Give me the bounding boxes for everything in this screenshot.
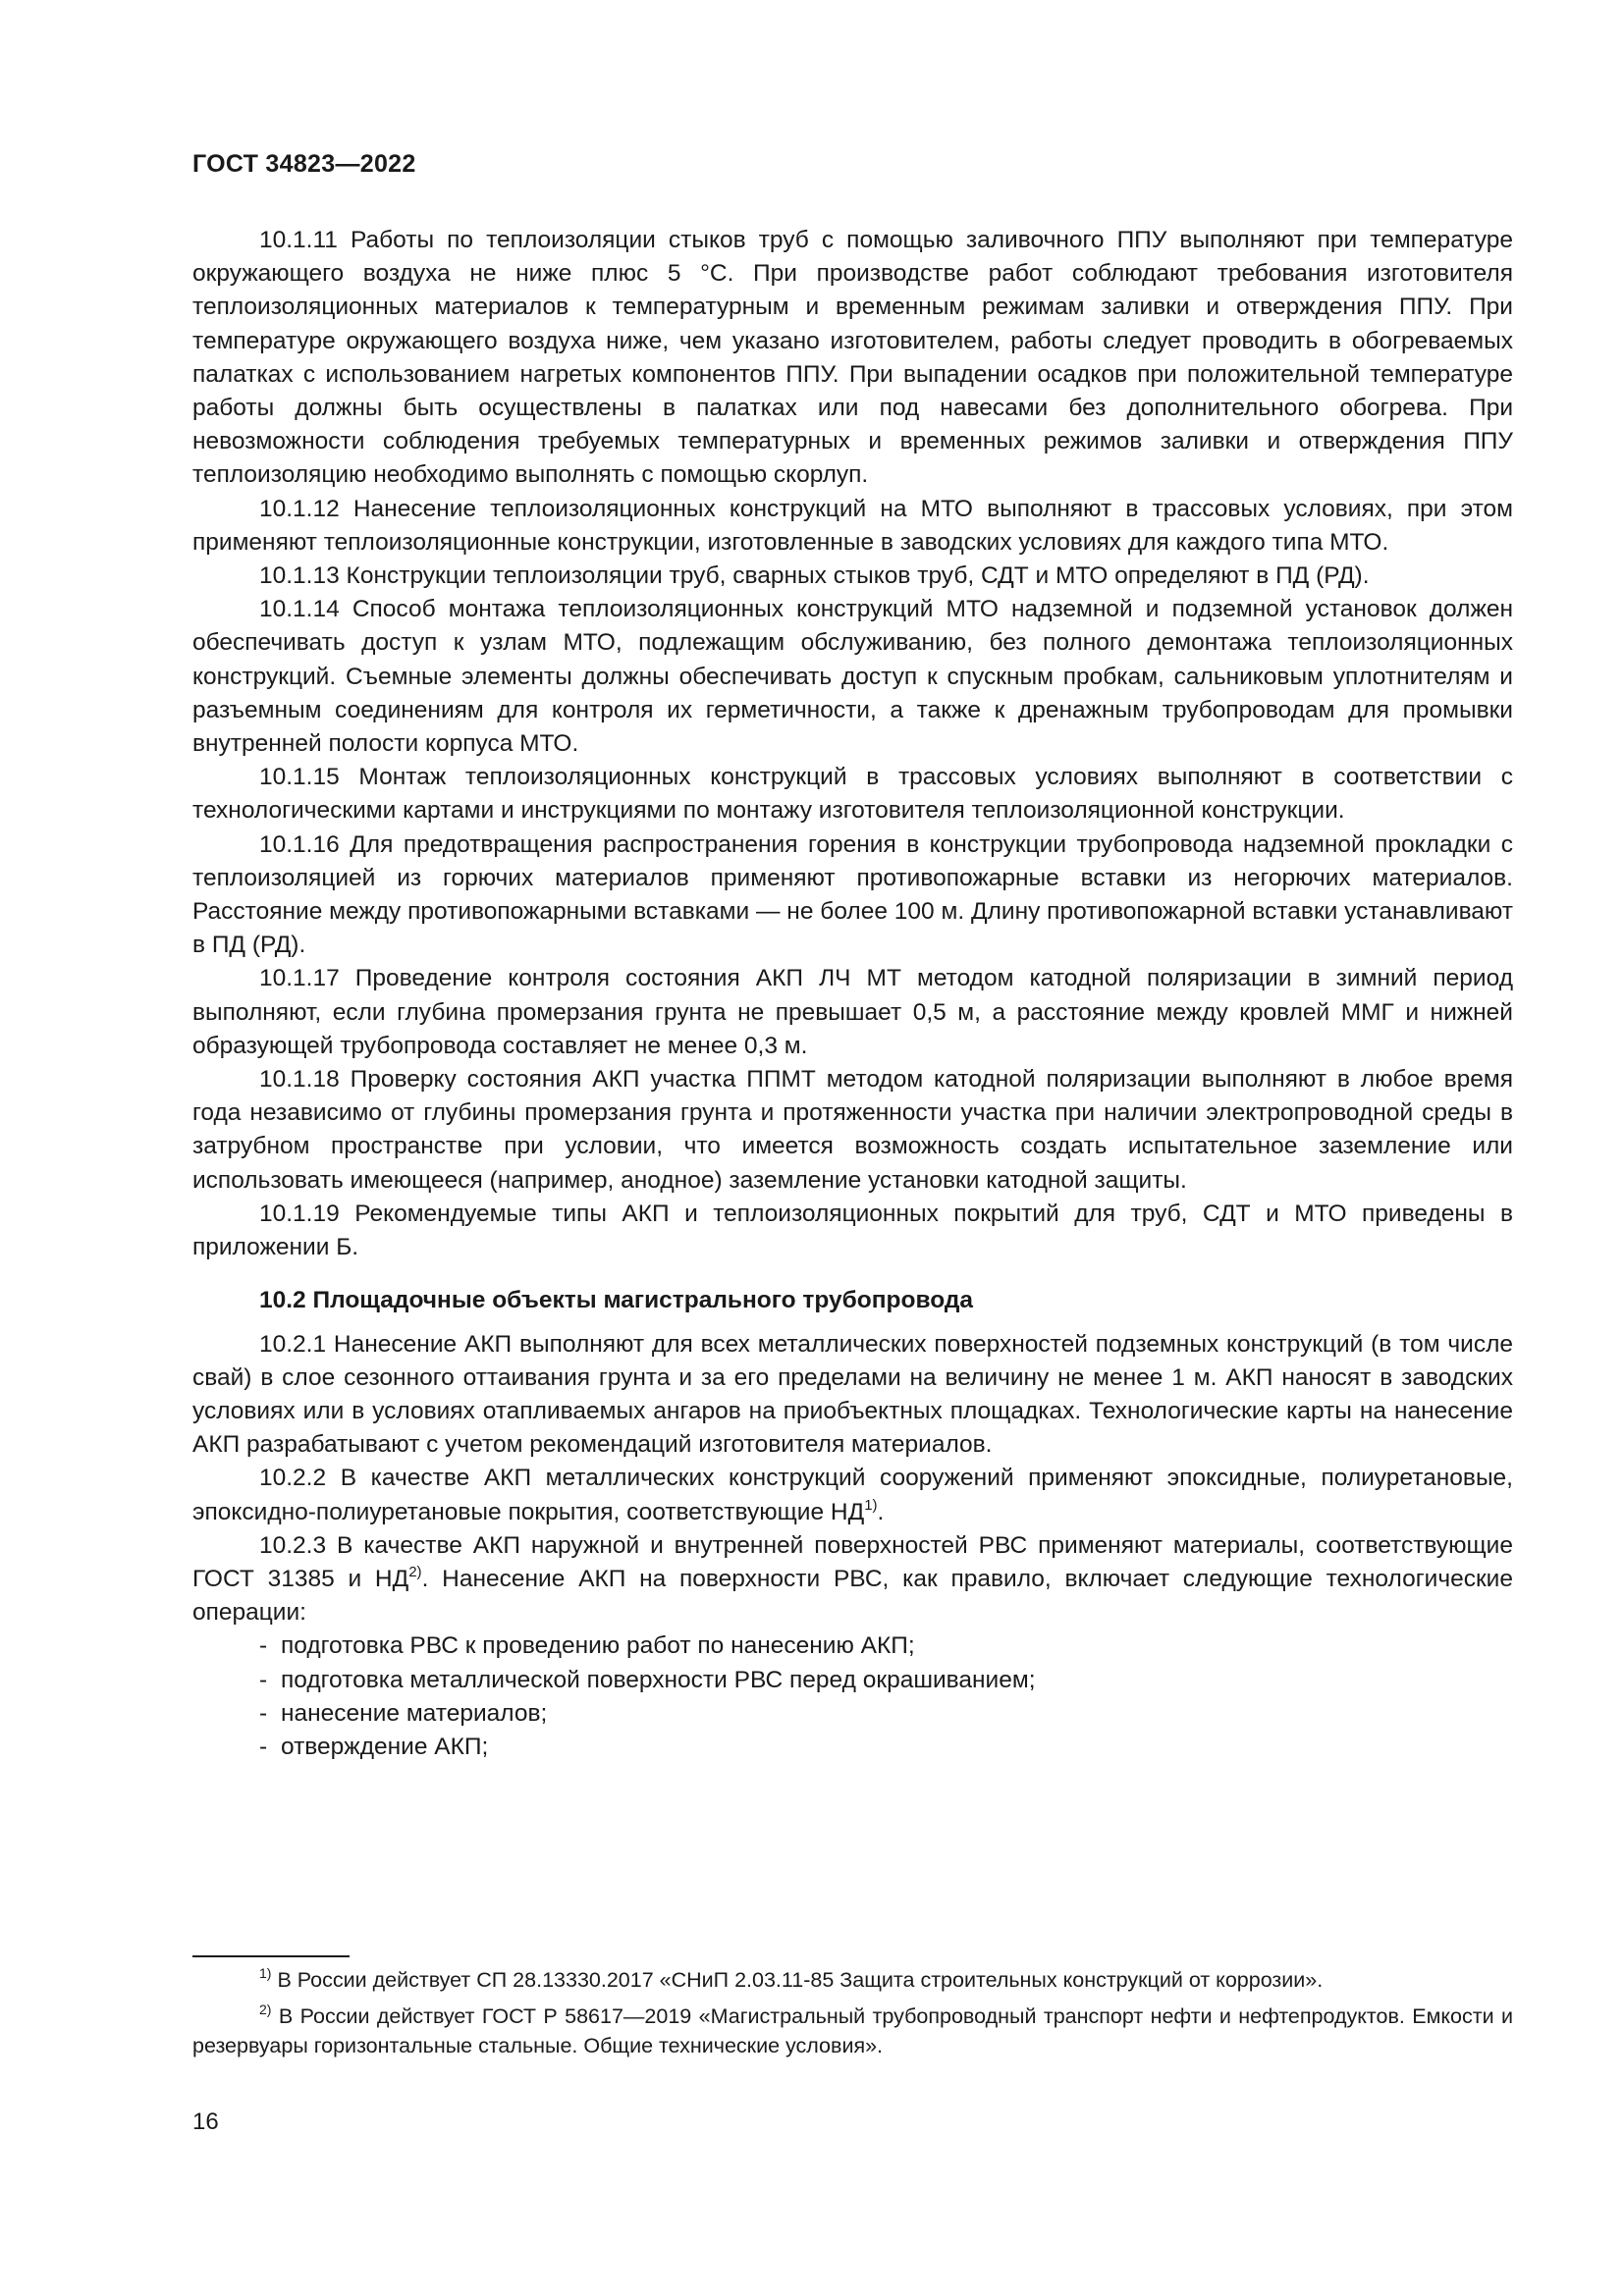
operations-list bbox=[192, 1629, 1513, 1764]
paragraph-10-1-11: 10.1.11 Работы по теплоизоляции стыков труб с помощью заливочного ППУ выполняют при температуре окружающего воздуха не ниже плюс 5 °С. При производстве работ соблюдают требования изготовителя теплоизоляционных материалов к температурным и временным режимам заливки и отверждения ППУ. При температуре окружающего воздуха ниже, чем указано изготовителем, работы следует проводить в обогреваемых палатках с использованием нагретых компонентов ППУ. При выпадении осадков при положительной температуре работы должны быть осуществлены в палатках или под навесами без дополнительного обогрева. При невозможности соблюдения требуемых температурных и временных режимов заливки и отверждения ППУ теплоизоляцию необходимо выполнять с помощью скорлуп. bbox=[192, 227, 1513, 489]
list-item bbox=[192, 1697, 1513, 1731]
paragraph-10-2-2-text: 10.2.2 В качестве АКП металлических конструкций сооружений применяют эпоксидные, полиуретановые, эпоксидно-полиуретановые покрытия, соответствующие НД bbox=[192, 1465, 1513, 1525]
paragraph-10-2-3-text: 10.2.3 В качестве АКП наружной и внутренней поверхностей РВС применяют материалы, соответствующие ГОСТ 31385 и НД bbox=[192, 1531, 1513, 1592]
paragraph-10-1-13: 10.1.13 Конструкции теплоизоляции труб, сварных стыков труб, СДТ и МТО определяют в ПД (РД). bbox=[259, 562, 1370, 590]
list-item-text: подготовка металлической поверхности РВС перед окрашиванием; bbox=[281, 1666, 1036, 1693]
footnote-ref-1: 1) bbox=[864, 1496, 878, 1514]
paragraph-10-1-14: 10.1.14 Способ монтажа теплоизоляционных конструкций МТО надземной и подземной установок должен обеспечивать доступ к узлам МТО, подлежащим обслуживанию, без полного демонтажа теплоизоляционных конструкций. Съемные элементы должны обеспечивать доступ к спускным пробкам, сальниковым уплотнителям и разъемным соединениям для контроля их герметичности, а также к дренажным трубопроводам для промывки внутренней полости корпуса МТО. bbox=[192, 596, 1513, 758]
footnote-text: В России действует ГОСТ Р 58617—2019 «Магистральный трубопроводный транспорт нефти и нефтепродуктов. Емкости и резервуары горизонтальные стальные. Общие технические условия». bbox=[192, 2003, 1513, 2057]
footnote-2 bbox=[192, 2002, 1513, 2061]
paragraph-10-1-16: 10.1.16 Для предотвращения распространения горения в конструкции трубопровода надземной прокладки с теплоизоляцией из горючих материалов применяют противопожарные вставки из негорючих материалов. Расстояние между противопожарными вставками — не более 100 м. Длину противопожарной вставки устанавливают в ПД (РД). bbox=[192, 830, 1513, 959]
list-marker: - bbox=[259, 1632, 268, 1660]
list-marker: - bbox=[259, 1699, 268, 1727]
footnote-1 bbox=[192, 1965, 1513, 1996]
list-item bbox=[192, 1731, 1513, 1764]
document-header: ГОСТ 34823—2022 bbox=[192, 150, 416, 178]
paragraph-10-1-19: 10.1.19 Рекомендуемые типы АКП и теплоизоляционных покрытий для труб, СДТ и МТО приведены в приложении Б. bbox=[192, 1200, 1513, 1261]
paragraph-10-2-1: 10.2.1 Нанесение АКП выполняют для всех металлических поверхностей подземных конструкций (в том числе свай) в слое сезонного оттаивания грунта и за его пределами на величину не менее 1 м. АКП наносят в заводских условиях или в условиях отапливаемых ангаров на приобъектных площадках. Технологические карты на нанесение АКП разрабатывают с учетом рекомендаций изготовителя материалов. bbox=[192, 1330, 1513, 1459]
list-item-text: отверждение АКП; bbox=[281, 1733, 489, 1760]
paragraph-10-2-2-end: . bbox=[877, 1498, 885, 1525]
section-heading: 10.2 Площадочные объекты магистрального трубопровода bbox=[259, 1287, 974, 1314]
list-item bbox=[192, 1629, 1513, 1663]
list-marker: - bbox=[259, 1733, 268, 1760]
paragraph-10-2-3-end: . Нанесение АКП на поверхности РВС, как правило, включает следующие технологические операции: bbox=[192, 1565, 1513, 1627]
paragraph-10-2-2 bbox=[192, 1462, 1513, 1528]
paragraph-10-2-3 bbox=[192, 1529, 1513, 1630]
footnote-marker: 1) bbox=[259, 1965, 272, 1981]
paragraph-10-1-18: 10.1.18 Проверку состояния АКП участка ППМТ методом катодной поляризации выполняют в любое время года независимо от глубины промерзания грунта и протяженности участка при наличии электропроводной среды в затрубном пространстве при условии, что имеется возможность создать испытательное заземление или использовать имеющееся (например, анодное) заземление установки катодной защиты. bbox=[192, 1066, 1513, 1194]
paragraph-10-1-17: 10.1.17 Проведение контроля состояния АКП ЛЧ МТ методом катодной поляризации в зимний период выполняют, если глубина промерзания грунта не превышает 0,5 м, а расстояние между кровлей ММГ и нижней образующей трубопровода составляет не менее 0,3 м. bbox=[192, 965, 1513, 1059]
list-item-text: нанесение материалов; bbox=[281, 1699, 548, 1727]
page-number: 16 bbox=[192, 2109, 219, 2135]
footnote-divider bbox=[192, 1955, 350, 1957]
paragraph-10-1-15: 10.1.15 Монтаж теплоизоляционных конструкций в трассовых условиях выполняют в соответствии с технологическими картами и инструкциями по монтажу изготовителя теплоизоляционной конструкции. bbox=[192, 764, 1513, 825]
body-text bbox=[192, 224, 1513, 1764]
list-marker: - bbox=[259, 1666, 268, 1693]
footnote-marker: 2) bbox=[259, 2001, 272, 2017]
paragraph-10-1-12: 10.1.12 Нанесение теплоизоляционных конструкций на МТО выполняют в трассовых условиях, при этом применяют теплоизоляционные конструкции, изготовленные в заводских условиях для каждого типа МТО. bbox=[192, 495, 1513, 556]
footnotes bbox=[192, 1965, 1513, 2067]
list-item-text: подготовка РВС к проведению работ по нанесению АКП; bbox=[281, 1632, 915, 1660]
footnote-ref-2: 2) bbox=[408, 1563, 422, 1580]
list-item bbox=[192, 1664, 1513, 1697]
footnote-text: В России действует СП 28.13330.2017 «СНиП 2.03.11-85 Защита строительных конструкций от коррозии». bbox=[277, 1968, 1324, 1992]
